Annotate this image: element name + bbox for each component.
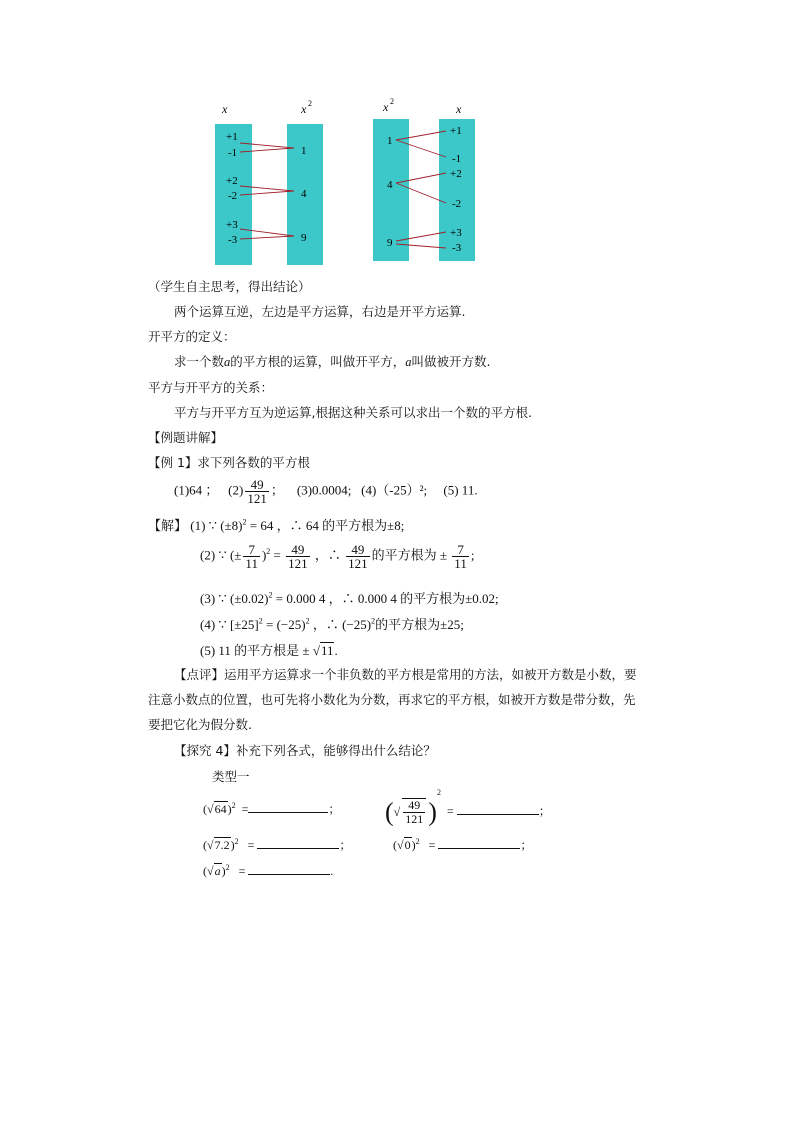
definition-body: 求一个数a的平方根的运算，叫做开平方，a叫做被开方数. xyxy=(174,354,491,369)
solution-5: (5) 11 的平方根是 ± √11. xyxy=(200,643,338,658)
left-out-1: 4 xyxy=(301,188,307,200)
answer-blank-1[interactable] xyxy=(248,800,328,813)
exercise-sqrt-a: $(√a)^2$ = . xyxy=(203,863,334,878)
answer-blank-5[interactable] xyxy=(248,862,330,875)
left-in-4: +3 xyxy=(226,219,238,231)
relation-body: 平方与开平方互为逆运算,根据这种关系可以求出一个数的平方根. xyxy=(174,405,532,420)
comment-line-3: 要把它化为假分数. xyxy=(148,717,252,732)
left-out-2: 9 xyxy=(301,232,307,244)
left-in-5: -3 xyxy=(228,234,238,246)
left-header-x: x xyxy=(222,102,228,116)
left-header-sup: 2 xyxy=(308,99,312,108)
right-header-x: x xyxy=(456,102,462,116)
right-out-3: -2 xyxy=(452,198,462,210)
example-1-items: (1)64 ； (2) $\frac{49}{121}$ ； (3)0.0004; (4)（-25）²; (5) 11. xyxy=(174,477,478,506)
conclusion-text: 两个运算互逆，左边是平方运算，右边是开平方运算. xyxy=(174,304,466,319)
right-header-x2: x xyxy=(383,100,389,114)
examples-heading: 【例题讲解】 xyxy=(148,430,224,445)
right-in-1: 4 xyxy=(387,179,393,191)
left-in-1: -1 xyxy=(228,147,238,159)
right-out-0: +1 xyxy=(450,125,462,137)
left-in-2: +2 xyxy=(226,175,238,187)
right-out-5: -3 xyxy=(452,242,462,254)
solution-2: (2) ∵ (± $\frac{7}{11}$ )$^2$ = $\frac{49}{121}$ ，∴ $\frac{49}{121}$ 的平方根为 ± $\frac{7}{11}$ ; xyxy=(200,542,475,571)
answer-blank-4[interactable] xyxy=(438,836,520,849)
answer-blank-2[interactable] xyxy=(457,802,539,815)
right-out-4: +3 xyxy=(450,227,462,239)
type-one-label: 类型一 xyxy=(212,769,250,784)
think-note: （学生自主思考，得出结论） xyxy=(148,279,311,294)
right-out-1: -1 xyxy=(452,153,462,165)
exercise-sqrt-7-2: $(√7.2)^2$ = ； xyxy=(203,837,352,852)
exercise-sqrt-0: $(√0)^2$ = ； xyxy=(393,837,533,852)
relation-title: 平方与开平方的关系： xyxy=(148,380,274,395)
square-mapping-diagram xyxy=(0,0,794,275)
exercise-sqrt-49-121: (√ $\frac{49}{121}$ )$^2$ = ； xyxy=(385,788,551,827)
solution-3: (3) ∵ $(\pm 0.02)^2 = 0.000$ 4 ，∴ 0.000 4 的平方根为±0.02; xyxy=(200,590,499,606)
right-output-bar xyxy=(439,119,475,261)
right-header-sup: 2 xyxy=(390,97,394,106)
exercise-sqrt-64: $(√64)^2$ = ； xyxy=(203,801,341,816)
right-out-2: +2 xyxy=(450,168,462,180)
explore-4-title: 【探究 4】补充下列各式，能够得出什么结论？ xyxy=(174,743,436,758)
definition-title: 开平方的定义： xyxy=(148,329,236,344)
right-in-2: 9 xyxy=(387,237,393,249)
example-1-title: 【例 1】求下列各数的平方根 xyxy=(148,455,310,470)
left-out-0: 1 xyxy=(301,145,307,157)
right-in-0: 1 xyxy=(387,135,393,147)
left-header-x2: x xyxy=(301,102,307,116)
solution-1: 【解】 (1) ∵ $(\pm 8)^2 = 64$ ，∴ 64 的平方根为±8; xyxy=(148,517,405,534)
solution-4: (4) ∵ $[\pm 25]^2 = (-25)^2$ ，∴ $(-25)^2$的平方根为±25; xyxy=(200,616,464,632)
comment-line-1: 【点评】运用平方运算求一个非负数的平方根是常用的方法，如被开方数是小数，要 xyxy=(174,667,637,682)
answer-blank-3[interactable] xyxy=(257,836,339,849)
comment-line-2: 注意小数点的位置，也可先将小数化为分数，再求它的平方根，如被开方数是带分数，先 xyxy=(148,692,636,707)
left-in-0: +1 xyxy=(226,131,238,143)
left-in-3: -2 xyxy=(228,190,238,202)
